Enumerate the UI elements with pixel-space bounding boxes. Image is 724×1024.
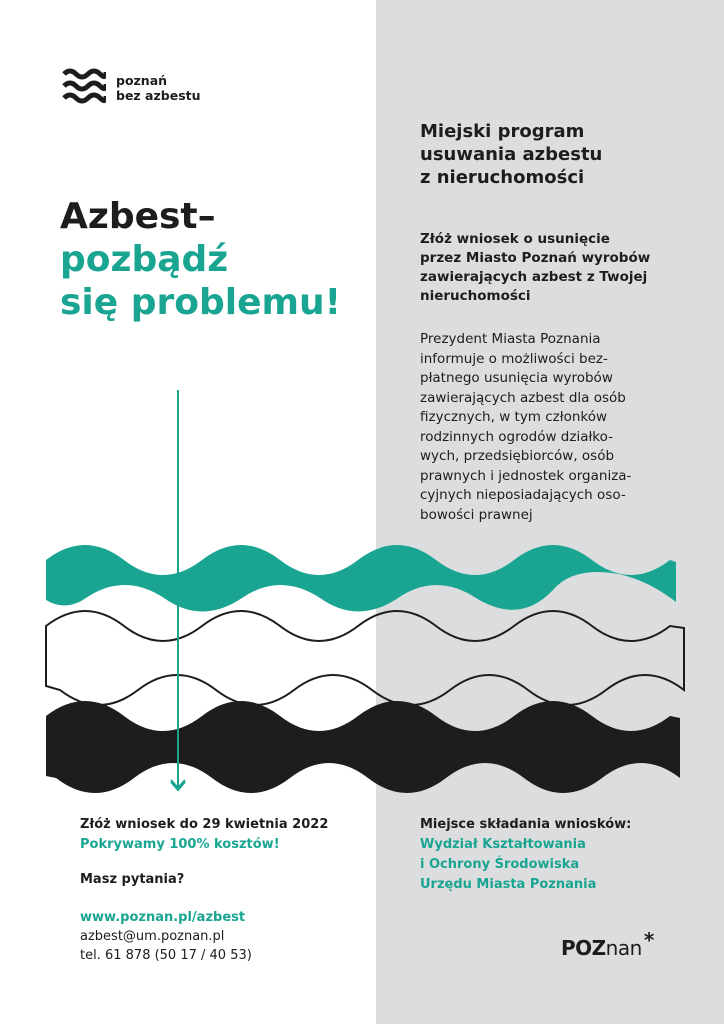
place-line-2: i Ochrony Środowiska [420, 857, 580, 872]
logo-part-2: nan [605, 936, 642, 960]
subhead-line-1: Złóż wniosek o usunięcie [420, 231, 610, 247]
body-line: Prezydent Miasta Poznania [420, 331, 601, 347]
star-icon: * [643, 928, 654, 952]
body-line: prawnych i jednostek organiza- [420, 467, 632, 484]
submission-place [420, 815, 631, 895]
place-line-3: Urzędu Miasta Poznania [420, 877, 597, 892]
subhead-line-3: zawierających azbest z Twojej [420, 269, 648, 285]
place-label: Miejsce składania wniosków: [420, 817, 632, 832]
headline-line-3: się problemu! [60, 282, 342, 323]
body-line: zawierających azbest dla osób [420, 389, 626, 406]
headline-line-1: Azbest– [60, 196, 216, 237]
body-line: fizycznych, w tym członków [420, 409, 608, 425]
body-line: płatnego usunięcia wyrobów [420, 370, 613, 386]
program-title-line-3: z nieruchomości [420, 167, 585, 188]
questions-label: Masz pytania? [80, 872, 185, 887]
program-title-line-2: usuwania azbestu [420, 144, 603, 165]
contact-info [80, 908, 252, 965]
body-line: informuje o możliwości bez- [420, 350, 608, 367]
subhead-line-4: nieruchomości [420, 288, 531, 304]
deadline-info [80, 815, 328, 855]
email-link[interactable]: azbest@um.poznan.pl [80, 929, 225, 944]
body-line: rodzinnych ogrodów działko- [420, 428, 614, 445]
teal-wave [46, 545, 676, 612]
headline-line-2: pozbądź [60, 239, 229, 280]
program-title-line-1: Miejski program [420, 121, 585, 142]
deadline-line: Złóż wniosek do 29 kwietnia 2022 [80, 817, 329, 832]
website-link[interactable]: www.poznan.pl/azbest [80, 910, 246, 925]
subheading [420, 230, 705, 306]
logo-line-2: bez azbestu [116, 88, 201, 103]
body-paragraph [420, 330, 680, 525]
black-wave [46, 701, 680, 793]
poznan-city-logo [561, 928, 654, 960]
body-line: wych, przedsiębiorców, osób [420, 448, 615, 464]
cost-coverage-line: Pokrywamy 100% kosztów! [80, 837, 280, 852]
body-line: cyjnych nieposiadających oso- [420, 487, 626, 503]
headline [60, 195, 341, 324]
waves-illustration [0, 520, 724, 800]
logo-part-1: POZ [561, 936, 606, 960]
body-line: bowości prawnej [420, 506, 533, 523]
subhead-line-2: przez Miasto Poznań wyrobów [420, 250, 651, 266]
logo-line-1: poznań [116, 73, 168, 88]
place-line-1: Wydział Kształtowania [420, 837, 586, 852]
phone-number: tel. 61 878 (50 17 / 40 53) [80, 948, 252, 963]
program-title [420, 120, 680, 189]
poznan-bez-azbestu-logo [62, 66, 201, 110]
waves-logo-icon [62, 66, 106, 110]
